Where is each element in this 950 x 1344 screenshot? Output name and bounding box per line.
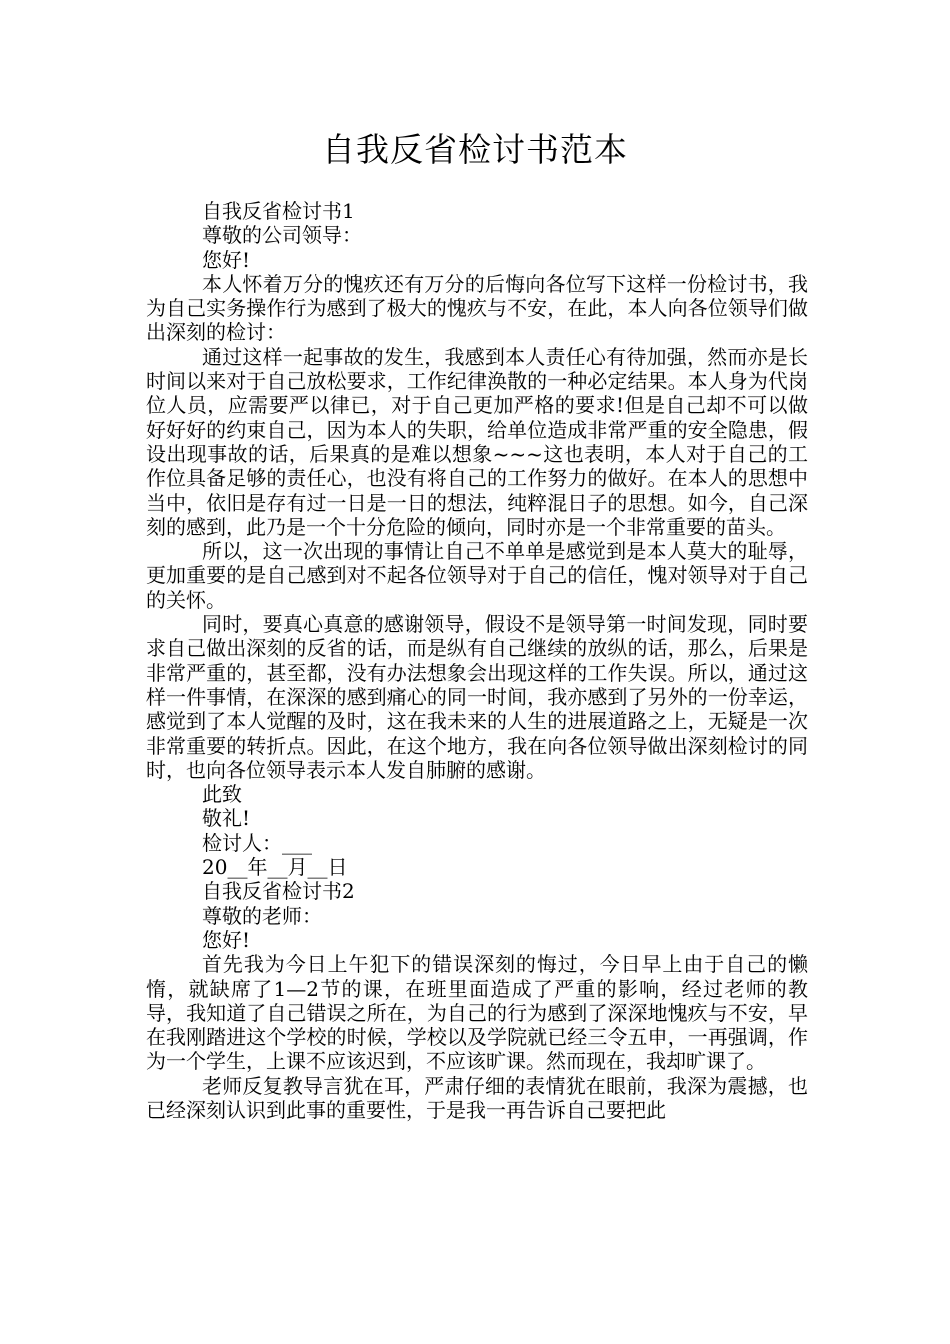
document-body xyxy=(146,199,808,1122)
section2-heading: 自我反省检讨书2 xyxy=(202,879,355,904)
section1-paragraph: 本人怀着万分的愧疚还有万分的后悔向各位写下这样一份检讨书，我为自己实务操作行为感到了极大的愧疚与不安，在此，本人向各位领导们做出深刻的检讨： xyxy=(146,271,808,345)
section1-salutation: 尊敬的公司领导： xyxy=(202,223,362,248)
document-title: 自我反省检讨书范本 xyxy=(322,130,628,169)
section1-date: 20__年__月__日 xyxy=(202,855,348,880)
section1-greeting: 您好! xyxy=(202,247,251,272)
section1-closing-jingli: 敬礼! xyxy=(202,806,251,831)
section1-heading: 自我反省检讨书1 xyxy=(202,199,355,223)
section2-paragraph: 老师反复教导言犹在耳，严肃仔细的表情犹在眼前，我深为震撼，也已经深刻认识到此事的重要性，于是我一再告诉自己要把此 xyxy=(146,1073,808,1122)
section1-paragraph: 同时，要真心真意的感谢领导，假设不是领导第一时间发现，同时要求自己做出深刻的反省的话，而是纵有自己继续的放纵的话，那么，后果是非常严重的，甚至都，没有办法想象会出现这样的工作失误。所以，通过这样一件事情，在深深的感到痛心的同一时间，我亦感到了另外的一份幸运，感觉到了本人觉醒的及时，这在我未来的人生的进展道路之上，无疑是一次非常重要的转折点。因此，在这个地方，我在向各位领导做出深刻检讨的同时，也向各位领导表示本人发自肺腑的感谢。 xyxy=(146,612,808,782)
section2-salutation: 尊敬的老师： xyxy=(202,903,322,928)
section2-greeting: 您好! xyxy=(202,927,251,952)
section1-paragraph: 所以，这一次出现的事情让自己不单单是感觉到是本人莫大的耻辱，更加重要的是自己感到对不起各位领导对于自己的信任，愧对领导对于自己的关怀。 xyxy=(146,539,808,612)
section2-paragraph: 首先我为今日上午犯下的错误深刻的悔过，今日早上由于自己的懒惰，就缺席了1—2节的课，在班里面造成了严重的影响，经过老师的教导，我知道了自己错误之所在，为自己的行为感到了深深地愧疚与不安，早在我刚踏进这个学校的时候，学校以及学院就已经三令五申，一再强调，作为一个学生，上课不应该迟到，不应该旷课。然而现在，我却旷课了。 xyxy=(146,952,808,1074)
section1-closing-zhizhi: 此致 xyxy=(202,782,242,807)
section1-paragraph: 通过这样一起事故的发生，我感到本人责任心有待加强，然而亦是长时间以来对于自己放松要求，工作纪律涣散的一种必定结果。本人身为代岗位人员，应需要严以律已，对于自己更加严格的要求!但是自己却不可以做好好好的约束自己，因为本人的失职，给单位造成非常严重的安全隐患，假设出现事故的话，后果真的是难以想象~~~这也表明，本人对于自己的工作位具备足够的责任心，也没有将自己的工作努力的做好。在本人的思想中当中，依旧是存有过一日是一日的想法，纯粹混日子的思想。如今，自己深刻的感到，此乃是一个十分危险的倾向，同时亦是一个非常重要的苗头。 xyxy=(146,344,808,539)
section1-signature: 检讨人：___ xyxy=(202,830,312,855)
